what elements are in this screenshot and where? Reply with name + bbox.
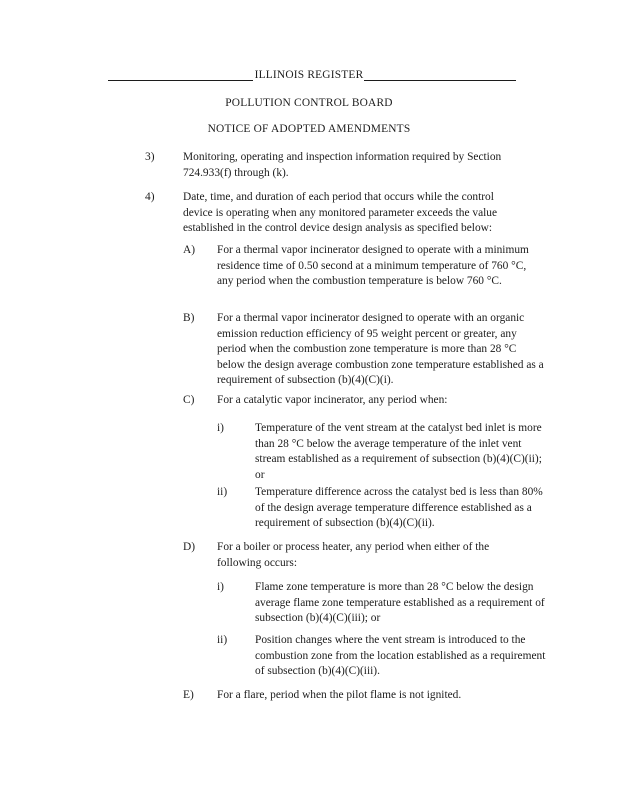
- item-4A-text: For a thermal vapor incinerator designed to operate with a minimum residence time of 0.50 second at a minimum temperature of 760 °C, any period when the combustion temperature is below 760 °C.: [217, 244, 529, 288]
- item-4C-ii-label: ii): [217, 486, 228, 498]
- item-4B-text: For a thermal vapor incinerator designed to operate with an organic emission reduction efficiency of 95 weight percent or greater, any period when the combustion zone temperature is more than 28 °C below the design average combustion zone temperature established as a requirement of subsection (b)(4)(C)(i).: [217, 312, 544, 387]
- item-4D-text: For a boiler or process heater, any period when either of the following occurs:: [217, 541, 490, 569]
- item-4-label: 4): [145, 191, 155, 203]
- item-4D-i-text: Flame zone temperature is more than 28 °C below the design average flame zone temperature established as a requirement of subsection (b)(4)(C)(iii); or: [255, 581, 545, 625]
- item-4C-i-label: i): [217, 422, 224, 434]
- item-4B-label: B): [183, 312, 195, 324]
- item-4-text: Date, time, and duration of each period that occurs while the control device is operating when any monitored parameter exceeds the value established in the control device design analysis as specified below:: [183, 191, 498, 235]
- item-4D-ii-label: ii): [217, 634, 228, 646]
- item-4E-label: E): [183, 689, 194, 701]
- item-4E-text: For a flare, period when the pilot flame is not ignited.: [217, 689, 462, 701]
- notice-title: NOTICE OF ADOPTED AMENDMENTS: [207, 123, 411, 135]
- item-3-text: Monitoring, operating and inspection information required by Section 724.933(f) through (k).: [183, 151, 502, 179]
- item-4C-text: For a catalytic vapor incinerator, any period when:: [217, 394, 448, 406]
- item-4D-label: D): [183, 541, 196, 553]
- item-4C-i-text: Temperature of the vent stream at the catalyst bed inlet is more than 28 °C below the average temperature of the inlet vent stream established as a requirement of subsection (b)(4)(C)(ii); or: [255, 422, 542, 481]
- header-rule-left: [108, 80, 253, 81]
- item-3-label: 3): [145, 151, 155, 163]
- item-4D-ii-text: Position changes where the vent stream is introduced to the combustion zone from the location established as a requirement of subsection (b)(4)(C)(iii).: [255, 634, 546, 678]
- item-4C-label: C): [183, 394, 195, 406]
- header-rule-right: [364, 80, 516, 81]
- item-4A-label: A): [183, 244, 196, 256]
- item-4C-ii-text: Temperature difference across the catalyst bed is less than 80% of the design average temperature difference established as a requirement of subsection (b)(4)(C)(ii).: [255, 486, 543, 530]
- item-4D-i-label: i): [217, 581, 224, 593]
- register-title: ILLINOIS REGISTER: [254, 69, 364, 81]
- board-title: POLLUTION CONTROL BOARD: [225, 97, 393, 109]
